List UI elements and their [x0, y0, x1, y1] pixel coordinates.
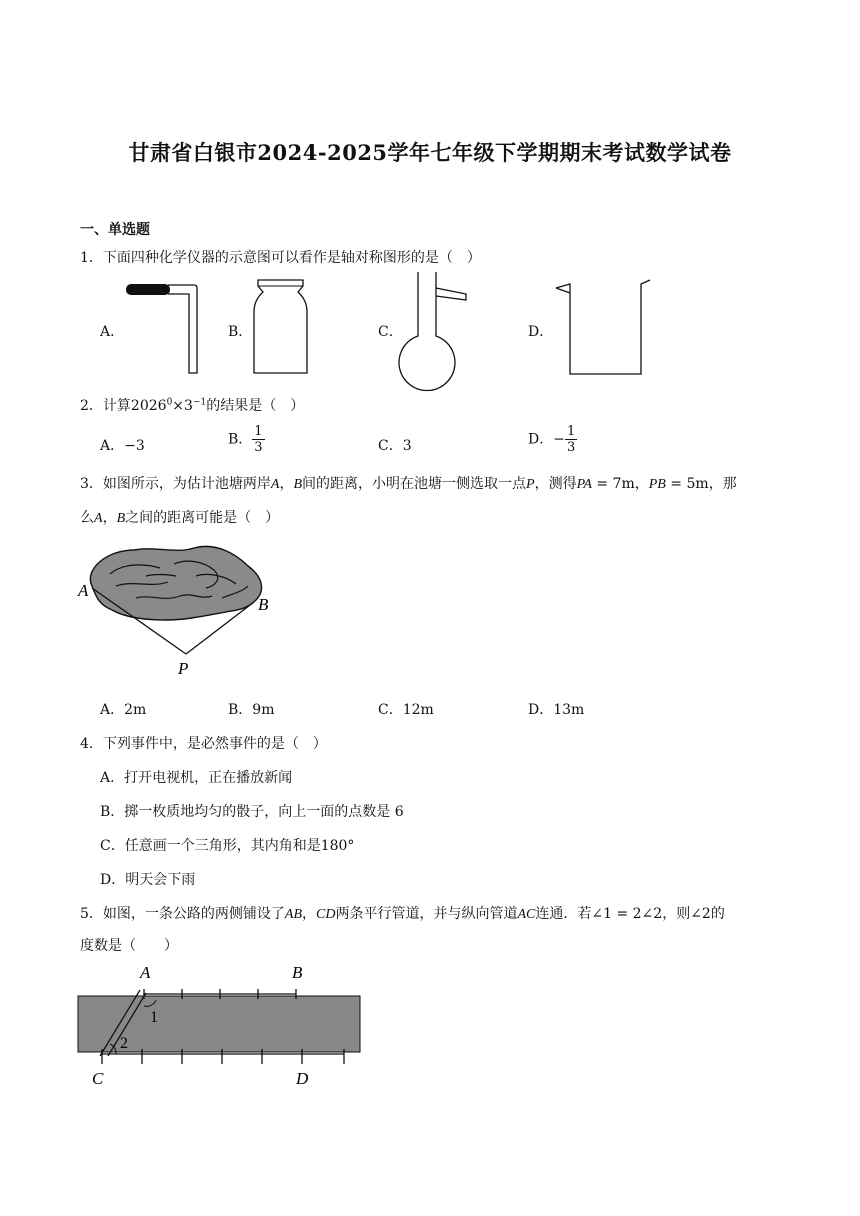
question-5-line-1: [80, 903, 725, 923]
beaker-figure: [552, 278, 662, 378]
q5-text-2: ，: [302, 906, 317, 922]
q3-var-b-2: B: [116, 511, 126, 526]
q5-text-6: 的: [710, 906, 725, 922]
q3-option-a-label: A．: [100, 702, 125, 718]
q3-option-b-label: B．: [228, 702, 253, 718]
q5-fig-angle-1: 1: [150, 1009, 158, 1026]
q5-fig-label-d: D: [296, 1069, 309, 1088]
q2-option-a[interactable]: [100, 435, 145, 455]
q5-ac: AC: [517, 907, 536, 922]
q3-option-a[interactable]: [100, 699, 146, 719]
question-5-line-2: 度数是（ ）: [80, 938, 178, 954]
road-pipes-figure: [76, 960, 366, 1090]
q3-comma: ，: [634, 476, 649, 492]
q3-option-b[interactable]: [228, 699, 274, 719]
q1-option-b-label[interactable]: B．: [228, 324, 253, 340]
q2-option-b-label: B．: [228, 431, 253, 448]
q2-option-c-value: 3: [402, 438, 412, 454]
reagent-bottle-figure: [248, 278, 318, 378]
q5-ab: AB: [284, 907, 303, 922]
question-3-line-1: [80, 473, 737, 493]
q5-fig-label-c: C: [92, 1069, 104, 1088]
q3-var-a: A: [270, 477, 280, 492]
q5-fig-angle-2: 2: [120, 1035, 128, 1052]
q3-fig-label-p: P: [178, 659, 189, 678]
q5-condition: ∠1 = 2∠2: [591, 906, 663, 922]
q2-option-b[interactable]: [228, 424, 265, 455]
q3-option-d[interactable]: [528, 699, 584, 719]
q2-option-c[interactable]: [378, 435, 412, 455]
section-heading: 一、单选题: [80, 222, 150, 238]
q2-option-a-value: −3: [124, 438, 145, 454]
q3-option-c-value: 12m: [402, 702, 434, 718]
distilling-flask-figure: [398, 270, 473, 390]
q2-option-c-label: C．: [378, 438, 403, 454]
q3-pa: PA: [576, 477, 592, 492]
q2-option-b-denominator: 3: [254, 440, 263, 455]
q2-option-b-fraction: [252, 424, 264, 455]
q3-option-a-value: 2m: [124, 702, 147, 718]
q3-var-p: P: [526, 477, 535, 492]
q2-option-d-numerator: 1: [566, 424, 576, 439]
q3-text-5: 么: [80, 510, 94, 526]
q5-text-4: 连通．若: [535, 906, 592, 922]
q3-text-1: 3．如图所示，为估计池塘两岸: [80, 476, 271, 492]
q3-var-a-2: A: [94, 511, 103, 526]
q3-text-2: 间的距离，小明在池塘一侧选取一点: [302, 476, 527, 492]
q3-fig-label-b: B: [258, 595, 269, 614]
q3-option-b-value: 9m: [252, 702, 275, 718]
q2-option-b-numerator: 1: [254, 424, 263, 439]
q1-option-a-label[interactable]: A．: [100, 324, 125, 340]
q5-text-1: 5．如图，一条公路的两侧铺设了: [80, 906, 285, 922]
q5-fig-label-b: B: [292, 963, 303, 982]
q4-option-d[interactable]: D．明天会下雨: [100, 872, 196, 888]
question-1-stem: 1．下面四种化学仪器的示意图可以看作是轴对称图形的是（ ）: [80, 250, 481, 266]
q3-text-3: ，测得: [534, 476, 577, 492]
q1-option-c-label[interactable]: C．: [378, 324, 403, 340]
q2-option-a-label: A．: [100, 438, 125, 454]
q3-option-c[interactable]: [378, 699, 434, 719]
q2-stem-prefix: 2．计算: [80, 398, 131, 414]
q2-expr-base: 2026: [130, 398, 167, 414]
q3-sep-1: ，: [279, 476, 294, 492]
q3-pb-value: = 5m: [665, 476, 709, 492]
q2-expr-times: ×3: [172, 398, 193, 414]
q4-option-a[interactable]: A．打开电视机，正在播放新闻: [100, 770, 293, 786]
q4-option-c[interactable]: C．任意画一个三角形，其内角和是180°: [100, 838, 355, 854]
q2-option-d-label: D．: [528, 431, 554, 448]
q1-option-d-label[interactable]: D．: [528, 324, 554, 340]
q3-var-b: B: [293, 477, 303, 492]
q2-option-d-fraction: [565, 424, 577, 455]
q2-option-d-denominator: 3: [566, 440, 576, 455]
q3-option-c-label: C．: [378, 702, 403, 718]
q3-sep-2: ，: [102, 510, 117, 526]
q2-exp-neg-one: −1: [192, 397, 207, 408]
q3-fig-label-a: A: [78, 581, 89, 600]
pond-figure: [76, 540, 286, 680]
bent-tube-figure: [120, 280, 205, 380]
q3-pa-value: = 7m: [591, 476, 635, 492]
q3-option-d-value: 13m: [553, 702, 585, 718]
q3-pb: PB: [648, 477, 666, 492]
q5-fig-label-a: A: [140, 963, 151, 982]
q5-angle-2: ∠2: [690, 906, 711, 922]
question-2-stem: [80, 395, 304, 415]
q3-text-6: 之间的距离可能是（ ）: [125, 510, 280, 526]
q5-text-5: ，则: [662, 906, 691, 922]
q2-option-d[interactable]: [528, 424, 577, 455]
q3-text-4: ，那: [708, 476, 737, 492]
q4-option-b[interactable]: B．掷一枚质地均匀的骰子，向上一面的点数是 6: [100, 804, 404, 820]
page-title: 甘肃省白银市2024-2025学年七年级下学期期末考试数学试卷: [128, 140, 732, 165]
question-4-stem: 4．下列事件中，是必然事件的是（ ）: [80, 736, 327, 752]
q2-option-d-sign: −: [553, 431, 565, 448]
q5-cd: CD: [316, 907, 336, 922]
q2-exp-zero: 0: [166, 397, 173, 408]
question-3-line-2: [80, 507, 279, 527]
q2-stem-suffix: 的结果是（ ）: [206, 398, 305, 414]
q3-option-d-label: D．: [528, 702, 554, 718]
q5-text-3: 两条平行管道，并与纵向管道: [335, 906, 518, 922]
